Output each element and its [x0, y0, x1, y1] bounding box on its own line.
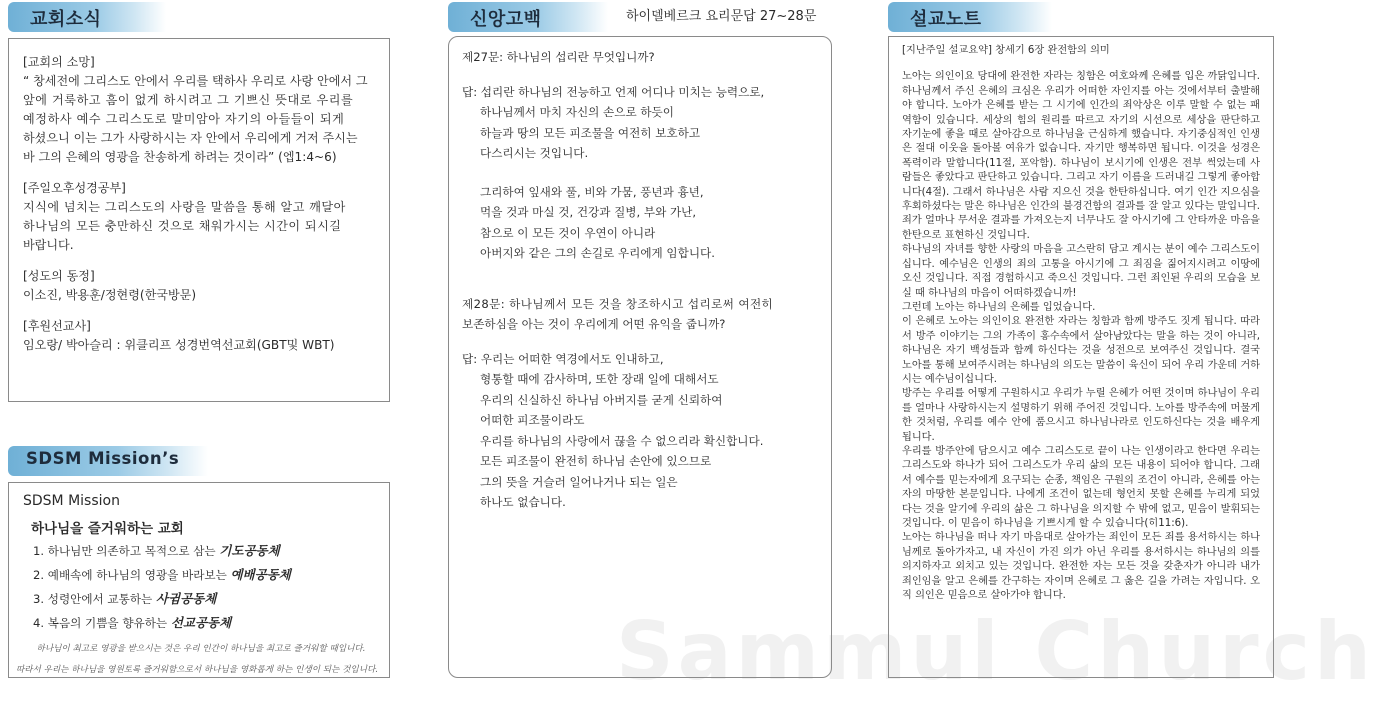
sermon-paragraph: 우리를 방주안에 담으시고 예수 그리스도로 끝이 나는 인생이라고 한다면 우리는 그리스도와 하나가 되어 그리스도가 우리 삶의 모든 내용이 되어야 합니다. 그래서 예수를 믿는자에게 요구되는 순종, 책임은 구원의 조건이 아니라, 은혜를 아는 자의 마땅한 본문입니다. 나에게 조건이 없는데 형언치 못할 은혜를 누리게 되었다는 것을 알기에 우리의 삶은 그 하나님을 의지할 수 밖에 없고, 믿음이 발휘되는 것입니다. 이 믿음이 하나님을 기쁘시게 할 수 있습니다(히11:6).	[902, 445, 1260, 529]
text-line: 바랍니다.	[23, 238, 74, 252]
answer-line: 아버지와 같은 그의 손길로 우리에게 임합니다.	[480, 246, 715, 260]
mission-box	[8, 482, 390, 678]
sermon-paragraph: 방주는 우리를 어떻게 구원하시고 우리가 누릴 은혜가 어떤 것이며 하나님이 우리를 얼마나 사랑하시는지 설명하기 위해 주어진 것입니다. 노아를 방주속에 머물게 한 것처럼, 우리를 예수 안에 품으시고 하나님나라로 인도하신다는 것을 배우게 됩니다.	[902, 388, 1260, 443]
answer-line: 우리를 하나님의 사랑에서 끊을 수 없으리라 확신합니다.	[480, 433, 764, 448]
mission-note: 따라서 우리는 하나님을 영원토록 즐거워함으로서 하나님을 영화롭게 하는 인생이 되는 것입니다.	[15, 665, 379, 675]
answer-line: 그의 뜻을 거슬러 일어나거나 되는 일은	[480, 474, 678, 489]
mission-tab	[8, 446, 208, 476]
answer-line: 먹을 것과 마실 것, 건강과 질병, 부와 가난,	[480, 205, 697, 219]
news-section-members	[23, 267, 379, 305]
text-line: “ 창세전에 그리스도 안에서 우리를 택하사 우리로 사랑 안에서 그	[23, 74, 368, 88]
answer-line: 하나도 없습니다.	[480, 495, 566, 509]
answer-line: 우리의 신실하신 하나님 아버지를 굳게 신뢰하여	[480, 392, 723, 407]
confession-tab-label: 신앙고백	[470, 9, 542, 30]
text-line: 임오랑/ 박아슬리 : 위클리프 성경번역선교회(GBT및 WBT)	[23, 338, 335, 352]
mission-item: 1. 하나님만 의존하고 목적으로 삼는 기도공동체	[33, 543, 280, 558]
news-tab-label: 교회소식	[30, 9, 102, 30]
answer-line: 하늘과 땅의 모든 피조물을 여전히 보호하고	[480, 125, 701, 140]
answer-line: 하나님께서 마치 자신의 손으로 하듯이	[480, 105, 674, 119]
church-watermark: Sammul Church	[616, 605, 1375, 698]
answer-line: 다스리시는 것입니다.	[480, 146, 589, 160]
mission-item-bold: 사귐공동체	[155, 591, 217, 606]
answer-line: 어떠한 피조물이라도	[480, 413, 585, 427]
mission-tab-label: SDSM Mission’s	[26, 449, 180, 468]
sermon-paragraph: 하나님의 자녀를 향한 사랑의 마음을 고스란히 담고 계시는 분이 예수 그리스도이십니다. 예수님은 인생의 죄의 고통을 아시기에 그 죄짐을 짊어지시려고 이땅에 오신 것입니다. 직접 경험하시고 죽으신 것입니다. 그런 죄인된 우리의 모습을 보실 때 하나님의 마음이 어떠하겠습니까!	[902, 244, 1260, 299]
answer-line: 그리하여 잎새와 풀, 비와 가뭄, 풍년과 흉년,	[480, 184, 704, 199]
mission-item: 3. 성령안에서 교통하는 사귐공동체	[33, 591, 217, 606]
mission-item-bold: 기도공동체	[219, 543, 280, 558]
answer-line: 참으로 이 모든 것이 우연이 아니라	[480, 225, 656, 240]
answer-line: 형통할 때에 감사하며, 또한 장래 일에 대해서도	[480, 372, 719, 386]
confession-subtitle: 하이델베르크 요리문답 27~28문	[626, 9, 817, 24]
answer-28: 답: 우리는 어떠한 역경에서도 인내하고,	[462, 351, 664, 366]
mission-item-bold: 예배공동체	[230, 567, 291, 582]
text-line: 하셨으니 이는 그가 사랑하시는 자 안에서 우리에게 거저 주시는	[23, 131, 358, 145]
news-tab	[8, 2, 166, 32]
news-section-missionary	[23, 317, 379, 355]
sermon-paragraph: 노아는 의인이요 당대에 완전한 자라는 칭함은 여호와께 은혜를 입은 까닭입니다. 하나님께서 주신 은혜의 크심은 우리가 어떠한 자인지를 아는 것에서부터 출발해야 합니다. 노아가 은혜를 받는 그 시기에 인간의 죄악상은 이루 말할 수 없는 패역함이 있습니다. 세상의 힘의 원리를 따르고 자기의 시선으로 세상을 판단하고 자기눈에 좋을 때로 살아감으로 하나님을 근심하게 했습니다. 자기중심적인 인생은 절대 이웃을 돌아볼 여유가 없습니다. 자기만 행복하면 됩니다. 이것을 성경은 폭력이라 말합니다(11절, 포악함). 하나님이 보시기에 인생은 전부 썩었는데 사람들은 좋았다고 판단하고 있습니다. 그리고 자기 이름을 드러내길 그렇게 좋아합니다(4절). 그래서 하나님은 사람 지으신 것을 한탄하십니다. 여기 인간 지으심을 후회하셨다는 말은 하나님은 인간의 불경건함의 결과를 잘 알고 있다는 말입니다. 죄가 얼마나 무서운 결과를 가져오는지 너무나도 잘 아시기에 그 안타까운 마음을 한탄으로 표현하신 것입니다.	[902, 71, 1260, 241]
mission-content	[15, 493, 379, 681]
text-line: 이소진, 박용훈/정현령(한국방문)	[23, 288, 197, 302]
news-box	[8, 38, 390, 402]
text-line: 앞에 거룩하고 흠이 없게 하시려고 그 기쁘신 뜻대로 우리를	[23, 93, 354, 107]
sermon-box	[888, 36, 1274, 678]
question-27: 제27문: 하나님의 섭리란 무엇입니까?	[462, 50, 655, 64]
news-section-study	[23, 179, 379, 255]
sermon-paragraph: 그런데 노아는 하나님의 은혜를 입었습니다.	[902, 301, 1096, 313]
mission-item: 4. 복음의 기쁨을 향유하는 선교공동체	[33, 615, 232, 630]
section-title: [후원선교사]	[23, 319, 91, 333]
sermon-tab-label: 설교노트	[910, 9, 982, 30]
section-title: [주일오후성경공부]	[23, 181, 126, 195]
news-section-hope	[23, 53, 379, 167]
mission-note: 하나님이 최고로 영광을 받으시는 것은 우리 인간이 하나님을 최고로 즐거워할 때입니다.	[36, 644, 366, 654]
sermon-content	[902, 44, 1260, 603]
text-line: 바 그의 은혜의 영광을 찬송하게 하려는 것이라” (엡1:4~6)	[23, 150, 337, 164]
question-28: 제28문: 하나님께서 모든 것을 창조하시고 섭리로써 여전히	[462, 296, 774, 311]
sermon-header: [지난주일 설교요약] 창세기 6장 완전함의 의미	[902, 45, 1110, 56]
mission-list	[23, 539, 379, 635]
mission-item: 2. 예배속에 하나님의 영광을 바라보는 예배공동체	[33, 567, 291, 582]
section-title: [성도의 동정]	[23, 269, 95, 283]
sermon-tab	[888, 2, 1052, 32]
text-line: 지식에 넘치는 그리스도의 사랑을 말씀을 통해 알고 깨달아	[23, 200, 346, 214]
text-line: 하나님의 모든 충만하신 것으로 채워가시는 시간이 되시길	[23, 219, 342, 233]
answer-27: 답: 섭리란 하나님의 전능하고 언제 어디나 미치는 능력으로,	[462, 84, 765, 99]
answer-line: 모든 피조물이 완전히 하나님 손안에 있으므로	[480, 454, 712, 468]
confession-box	[448, 36, 832, 678]
news-content	[23, 53, 379, 355]
mission-heading: 하나님을 즐거워하는 교회	[31, 521, 184, 537]
sermon-paragraph: 이 은혜로 노아는 의인이요 완전한 자라는 칭함과 함께 방주도 짓게 됩니다. 따라서 방주 이야기는 그의 가족이 홍수속에서 살아남았다는 말을 하는 것이 아니라, 하나님은 자기 백성들과 함께 하신다는 것을 성전으로 보여주신 것입니다. 결국 노아를 통해 보여주시려는 하나님의 의도는 말씀이 육신이 되어 우리 가운데 거하시는 예수님이십니다.	[902, 316, 1260, 385]
text-line: 예정하사 예수 그리스도로 말미암아 자기의 아들들이 되게	[23, 112, 345, 126]
question-28-line: 보존하심을 아는 것이 우리에게 어떤 유익을 줍니까?	[462, 317, 726, 331]
mission-title: SDSM Mission	[23, 493, 120, 509]
mission-item-bold: 선교공동체	[170, 615, 232, 630]
sermon-paragraph: 노아는 하나님을 떠나 자기 마음대로 살아가는 죄인이 모든 죄를 용서하시는 하나님께로 돌아가자고, 내 자신이 가진 의가 아닌 우리를 용서하시는 하나님의 의를 의지하자고 외치고 있는 것입니다. 완전한 자는 모든 것을 갖춘자가 아니라 내가 죄인임을 알고 은혜를 간구하는 자이며 은혜로 그 옳은 길을 가려는 자입니다. 오직 의인은 믿음으로 살아가야 합니다.	[902, 532, 1260, 602]
confession-content	[462, 47, 822, 513]
confession-tab	[448, 2, 608, 32]
section-title: [교회의 소망]	[23, 55, 95, 69]
